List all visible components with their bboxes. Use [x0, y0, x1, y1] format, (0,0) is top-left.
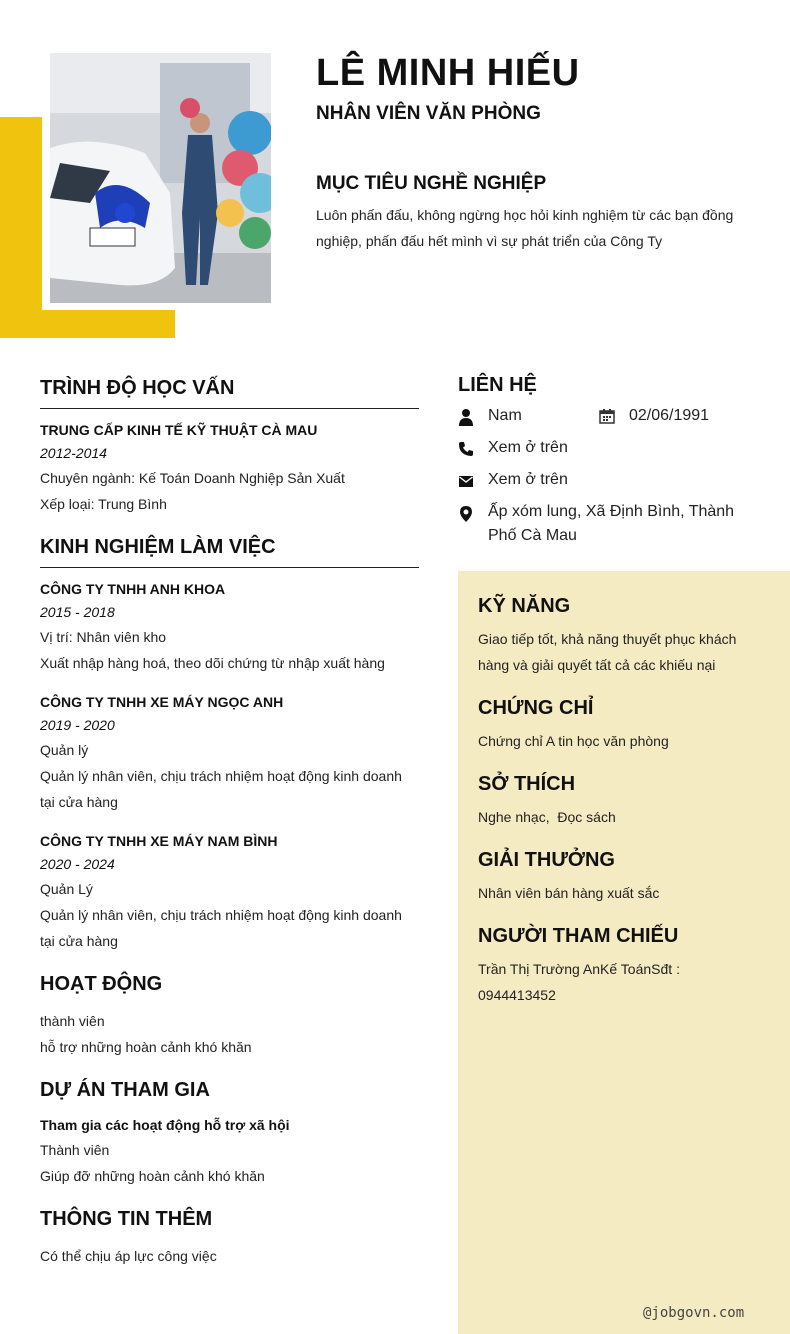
location-pin-icon	[458, 505, 474, 521]
phone-icon	[458, 441, 474, 457]
contact-heading: LIÊN HỆ	[458, 374, 537, 396]
calendar-icon	[599, 408, 615, 424]
experience-desc: Quản lý nhân viên, chịu trách nhiệm hoạt động kinh doanh tại cửa hàng	[40, 907, 402, 949]
awards-text: Nhân viên bán hàng xuất sắc	[478, 885, 660, 901]
experience-company: CÔNG TY TNHH XE MÁY NGỌC ANH	[40, 694, 284, 710]
education-grade: Xếp loại: Trung Bình	[40, 496, 167, 512]
experience-heading: KINH NGHIỆM LÀM VIỆC	[40, 536, 276, 558]
experience-years: 2015 - 2018	[40, 604, 115, 620]
awards-heading: GIẢI THƯỞNG	[478, 849, 615, 871]
contact-dob: 02/06/1991	[629, 407, 710, 424]
hobbies-heading: SỞ THÍCH	[478, 773, 576, 795]
hobbies-text: Nghe nhạc, Đọc sách	[478, 809, 616, 825]
certificates-text: Chứng chỉ A tin học văn phòng	[478, 733, 669, 749]
mail-icon	[458, 473, 474, 489]
experience-desc: Xuất nhập hàng hoá, theo dõi chứng từ nhập xuất hàng	[40, 655, 385, 671]
experience-divider	[40, 567, 419, 568]
experience-company: CÔNG TY TNHH ANH KHOA	[40, 581, 226, 597]
watermark: @jobgovn.com	[643, 1305, 745, 1321]
education-major: Chuyên ngành: Kế Toán Doanh Nghiệp Sản Xuất	[40, 470, 345, 486]
contact-gender: Nam	[488, 407, 522, 424]
experience-desc: Quản lý nhân viên, chịu trách nhiệm hoạt động kinh doanh tại cửa hàng	[40, 768, 402, 810]
job-position: NHÂN VIÊN VĂN PHÒNG	[316, 103, 541, 124]
project-desc: Giúp đỡ những hoàn cảnh khó khăn	[40, 1168, 265, 1184]
references-heading: NGƯỜI THAM CHIẾU	[478, 925, 679, 947]
certificates-heading: CHỨNG CHỈ	[478, 697, 594, 719]
project-name: Tham gia các hoạt động hỗ trợ xã hội	[40, 1117, 290, 1133]
contact-email: Xem ở trên	[488, 471, 568, 488]
project-role: Thành viên	[40, 1142, 110, 1158]
skills-heading: KỸ NĂNG	[478, 595, 571, 617]
education-school: TRUNG CẤP KINH TẾ KỸ THUẬT CÀ MAU	[40, 422, 318, 438]
experience-role: Quản lý	[40, 742, 89, 758]
skills-text: Giao tiếp tốt, khả năng thuyết phục khách hàng và giải quyết tất cả các khiếu nại	[478, 631, 737, 673]
profile-photo	[50, 53, 271, 303]
experience-role: Vị trí: Nhân viên kho	[40, 629, 167, 645]
education-heading: TRÌNH ĐỘ HỌC VẤN	[40, 377, 235, 399]
contact-address: Ấp xóm lung, Xã Định Bình, Thành Phố Cà Mau	[488, 503, 735, 544]
experience-company: CÔNG TY TNHH XE MÁY NAM BÌNH	[40, 833, 278, 849]
accent-bar-vertical	[0, 117, 42, 338]
contact-phone: Xem ở trên	[488, 439, 568, 456]
candidate-name: LÊ MINH HIẾU	[316, 52, 580, 94]
activity-item: hỗ trợ những hoàn cảnh khó khăn	[40, 1039, 252, 1055]
extra-info-heading: THÔNG TIN THÊM	[40, 1208, 213, 1230]
objective-heading: MỤC TIÊU NGHỀ NGHIỆP	[316, 173, 547, 194]
extra-info-text: Có thể chịu áp lực công việc	[40, 1248, 217, 1264]
references-text: Trần Thị Trường AnKế ToánSđt : 0944413452	[478, 961, 680, 1003]
accent-bar-horizontal	[0, 310, 175, 338]
side-panel	[458, 571, 790, 1334]
activity-item: thành viên	[40, 1013, 105, 1029]
experience-years: 2019 - 2020	[40, 717, 115, 733]
experience-years: 2020 - 2024	[40, 856, 115, 872]
projects-heading: DỰ ÁN THAM GIA	[40, 1079, 210, 1101]
education-years: 2012-2014	[40, 445, 107, 461]
person-icon	[458, 408, 474, 424]
activities-heading: HOẠT ĐỘNG	[40, 973, 163, 995]
objective-text: Luôn phấn đấu, không ngừng học hỏi kinh nghiệm từ các bạn đồng nghiệp, phấn đấu hết mình vì sự phát triển của Công Ty	[316, 207, 734, 249]
education-divider	[40, 408, 419, 409]
experience-role: Quản Lý	[40, 881, 93, 897]
